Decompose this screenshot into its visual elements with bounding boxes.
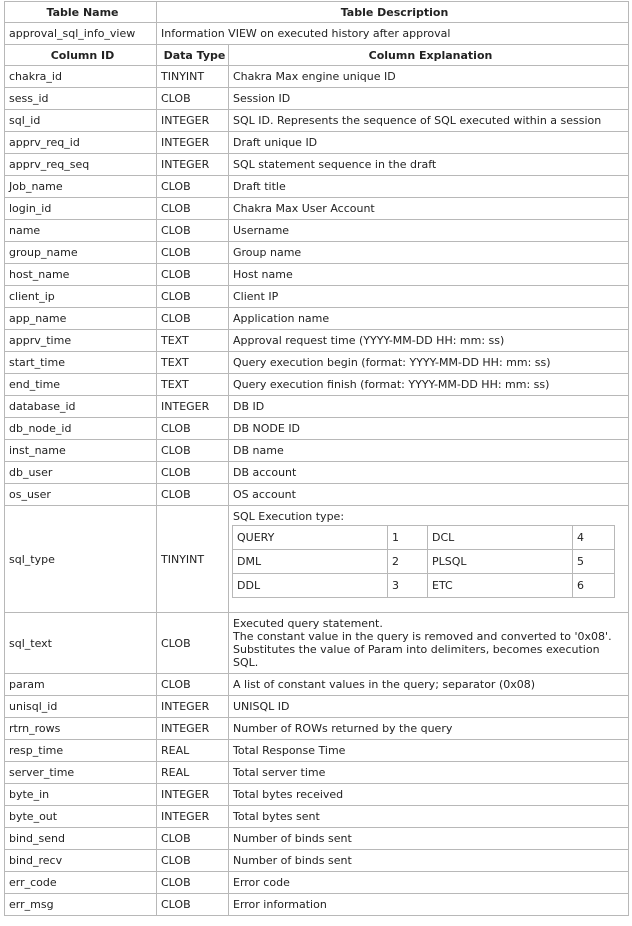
column-header-row — [5, 45, 629, 66]
data-type: CLOB — [157, 462, 229, 484]
table-row — [5, 806, 629, 828]
table-row — [5, 154, 629, 176]
data-type: CLOB — [157, 894, 229, 916]
table-row — [5, 762, 629, 784]
column-id: chakra_id — [5, 66, 157, 88]
data-type: CLOB — [157, 828, 229, 850]
data-type: INTEGER — [157, 132, 229, 154]
data-type: CLOB — [157, 484, 229, 506]
column-id: apprv_req_id — [5, 132, 157, 154]
column-explanation: Host name — [229, 264, 629, 286]
data-type: CLOB — [157, 176, 229, 198]
column-id: rtrn_rows — [5, 718, 157, 740]
data-type: CLOB — [157, 242, 229, 264]
column-explanation: DB account — [229, 462, 629, 484]
column-explanation: Total server time — [229, 762, 629, 784]
data-type-header: Data Type — [157, 45, 229, 66]
data-type: INTEGER — [157, 396, 229, 418]
sql-type-code: 3 — [388, 574, 428, 598]
data-type: CLOB — [157, 286, 229, 308]
column-id-header: Column ID — [5, 45, 157, 66]
column-explanation: Number of binds sent — [229, 828, 629, 850]
table-row — [5, 374, 629, 396]
column-explanation: A list of constant values in the query; separator (0x08) — [229, 674, 629, 696]
column-id: server_time — [5, 762, 157, 784]
sql-text-line: The constant value in the query is removed and converted to '0x08'. — [233, 630, 612, 643]
table-row — [5, 894, 629, 916]
column-id: err_msg — [5, 894, 157, 916]
column-id: bind_recv — [5, 850, 157, 872]
column-id: name — [5, 220, 157, 242]
data-type: CLOB — [157, 613, 229, 674]
data-type: INTEGER — [157, 110, 229, 132]
sql-type-section — [5, 506, 629, 674]
table-row — [5, 740, 629, 762]
sql-type-grid-row — [233, 526, 615, 550]
column-explanation: SQL statement sequence in the draft — [229, 154, 629, 176]
table-row — [5, 66, 629, 88]
sql-type-name: DCL — [428, 526, 573, 550]
table-row — [5, 330, 629, 352]
table-row — [5, 872, 629, 894]
column-explanation: Chakra Max User Account — [229, 198, 629, 220]
sql-type-code: 6 — [573, 574, 615, 598]
sql-type-name: DDL — [233, 574, 388, 598]
table-row — [5, 308, 629, 330]
column-explanation: UNISQL ID — [229, 696, 629, 718]
data-type: INTEGER — [157, 784, 229, 806]
sql-type-name: QUERY — [233, 526, 388, 550]
column-id: byte_in — [5, 784, 157, 806]
data-type: CLOB — [157, 418, 229, 440]
sql-text-line: Substitutes the value of Param into delimiters, becomes execution SQL. — [233, 643, 600, 669]
data-type: TEXT — [157, 330, 229, 352]
column-explanation: Draft unique ID — [229, 132, 629, 154]
column-id: login_id — [5, 198, 157, 220]
sql-type-name: ETC — [428, 574, 573, 598]
column-id: sql_type — [5, 506, 157, 613]
data-type: INTEGER — [157, 154, 229, 176]
column-id: bind_send — [5, 828, 157, 850]
column-explanation: Total bytes sent — [229, 806, 629, 828]
data-type: CLOB — [157, 872, 229, 894]
data-type: CLOB — [157, 674, 229, 696]
table-row — [5, 784, 629, 806]
table-row — [5, 88, 629, 110]
column-id: sess_id — [5, 88, 157, 110]
table-row — [5, 396, 629, 418]
data-type: INTEGER — [157, 806, 229, 828]
column-id: sql_text — [5, 613, 157, 674]
rows-bottom — [5, 674, 629, 916]
table-row — [5, 484, 629, 506]
column-explanation: Number of binds sent — [229, 850, 629, 872]
column-explanation: Total Response Time — [229, 740, 629, 762]
column-id: apprv_time — [5, 330, 157, 352]
column-explanation: Application name — [229, 308, 629, 330]
column-explanation — [229, 613, 629, 674]
data-type: TINYINT — [157, 506, 229, 613]
sql-type-name: PLSQL — [428, 550, 573, 574]
data-type: CLOB — [157, 220, 229, 242]
data-type: CLOB — [157, 88, 229, 110]
table-row — [5, 242, 629, 264]
column-id: app_name — [5, 308, 157, 330]
column-explanation: DB name — [229, 440, 629, 462]
column-explanation: Draft title — [229, 176, 629, 198]
column-definition-table — [4, 1, 629, 916]
table-row — [5, 828, 629, 850]
column-id: byte_out — [5, 806, 157, 828]
data-type: TEXT — [157, 352, 229, 374]
sql-type-grid-row — [233, 574, 615, 598]
column-id: os_user — [5, 484, 157, 506]
table-name-header: Table Name — [5, 2, 157, 23]
table-header-row — [5, 2, 629, 23]
sql-type-code: 2 — [388, 550, 428, 574]
column-explanation: Number of ROWs returned by the query — [229, 718, 629, 740]
column-id: unisql_id — [5, 696, 157, 718]
column-id: param — [5, 674, 157, 696]
column-id: err_code — [5, 872, 157, 894]
data-type: CLOB — [157, 440, 229, 462]
column-id: Job_name — [5, 176, 157, 198]
data-type: CLOB — [157, 850, 229, 872]
table-description-value: Information VIEW on executed history after approval — [157, 23, 629, 45]
data-type: CLOB — [157, 308, 229, 330]
column-explanation: Error code — [229, 872, 629, 894]
column-explanation: Chakra Max engine unique ID — [229, 66, 629, 88]
column-explanation: DB ID — [229, 396, 629, 418]
sql-text-line: Executed query statement. — [233, 617, 383, 630]
table-row — [5, 264, 629, 286]
table-row — [5, 462, 629, 484]
column-id: apprv_req_seq — [5, 154, 157, 176]
column-id: db_node_id — [5, 418, 157, 440]
sql-type-grid-row — [233, 550, 615, 574]
table-row — [5, 286, 629, 308]
column-id: database_id — [5, 396, 157, 418]
table-row — [5, 110, 629, 132]
sql-type-name: DML — [233, 550, 388, 574]
table-info-row — [5, 23, 629, 45]
column-explanation: SQL ID. Represents the sequence of SQL executed within a session — [229, 110, 629, 132]
table-row — [5, 352, 629, 374]
table-row — [5, 674, 629, 696]
column-id: resp_time — [5, 740, 157, 762]
column-id: start_time — [5, 352, 157, 374]
table-row — [5, 696, 629, 718]
column-explanation — [229, 506, 629, 613]
column-explanation: OS account — [229, 484, 629, 506]
table-row — [5, 613, 629, 674]
table-description-header: Table Description — [157, 2, 629, 23]
data-type: REAL — [157, 762, 229, 784]
table-row — [5, 220, 629, 242]
column-explanation: DB NODE ID — [229, 418, 629, 440]
column-explanation: Approval request time (YYYY-MM-DD HH: mm: ss) — [229, 330, 629, 352]
table-name-value: approval_sql_info_view — [5, 23, 157, 45]
sql-type-caption: SQL Execution type: — [233, 510, 345, 523]
data-type: INTEGER — [157, 696, 229, 718]
table-row — [5, 506, 629, 613]
sql-type-code: 4 — [573, 526, 615, 550]
sql-type-code: 5 — [573, 550, 615, 574]
column-explanation: Error information — [229, 894, 629, 916]
column-explanation: Query execution begin (format: YYYY-MM-DD HH: mm: ss) — [229, 352, 629, 374]
column-explanation: Total bytes received — [229, 784, 629, 806]
table-row — [5, 440, 629, 462]
sql-type-code: 1 — [388, 526, 428, 550]
data-type: TEXT — [157, 374, 229, 396]
column-explanation: Query execution finish (format: YYYY-MM-DD HH: mm: ss) — [229, 374, 629, 396]
column-id: end_time — [5, 374, 157, 396]
data-type: CLOB — [157, 198, 229, 220]
rows-top — [5, 66, 629, 506]
data-type: INTEGER — [157, 718, 229, 740]
column-explanation-header: Column Explanation — [229, 45, 629, 66]
column-explanation: Group name — [229, 242, 629, 264]
column-explanation: Username — [229, 220, 629, 242]
table-row — [5, 132, 629, 154]
data-type: TINYINT — [157, 66, 229, 88]
sql-type-grid — [232, 525, 615, 598]
table-row — [5, 718, 629, 740]
column-id: inst_name — [5, 440, 157, 462]
table-row — [5, 850, 629, 872]
table-row — [5, 198, 629, 220]
data-type: REAL — [157, 740, 229, 762]
column-id: db_user — [5, 462, 157, 484]
table-row — [5, 418, 629, 440]
column-explanation: Client IP — [229, 286, 629, 308]
column-explanation: Session ID — [229, 88, 629, 110]
data-type: CLOB — [157, 264, 229, 286]
column-id: sql_id — [5, 110, 157, 132]
column-id: client_ip — [5, 286, 157, 308]
table-row — [5, 176, 629, 198]
column-id: host_name — [5, 264, 157, 286]
column-id: group_name — [5, 242, 157, 264]
